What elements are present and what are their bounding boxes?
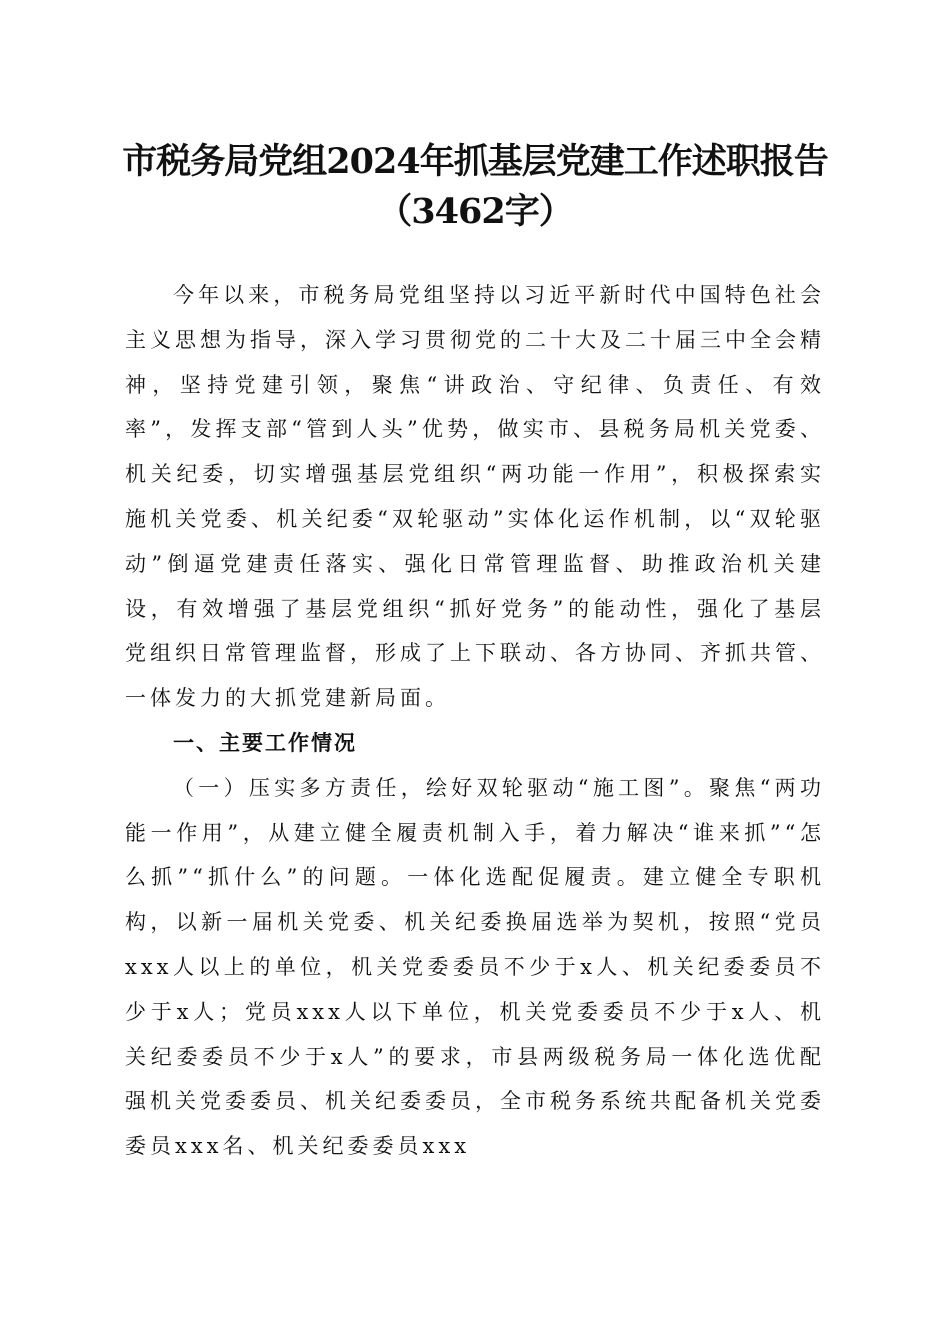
intro-paragraph: 今年以来，市税务局党组坚持以习近平新时代中国特色社会主义思想为指导，深入学习贯彻党的二十大及二十届三中全会精神，坚持党建引领，聚焦“讲政治、守纪律、负责任、有效率”，发挥支部“管到人头”优势，做实市、县税务局机关党委、机关纪委，切实增强基层党组织“两功能一作用”，积极探索实施机关党委、机关纪委“双轮驱动”实体化运作机制，以“双轮驱动”倒逼党建责任落实、强化日常管理监督、助推政治机关建设，有效增强了基层党组织“抓好党务”的能动性，强化了基层党组织日常管理监督，形成了上下联动、各方协同、齐抓共管、一体发力的大抓党建新局面。 bbox=[125, 283, 825, 711]
document-title: 市税务局党组2024年抓基层党建工作述职报告（3462字） bbox=[122, 141, 828, 232]
subsection-paragraph: （一）压实多方责任，绘好双轮驱动“施工图”。聚焦“两功能一作用”，从建立健全履责机制入手，着力解决“谁来抓”“怎么抓”“抓什么”的问题。一体化选配促履责。建立健全专职机构，以新一届机关党委、机关纪委换届选举为契机，按照“党员xxx人以上的单位，机关党委委员不少于x人、机关纪委委员不少于x人；党员xxx人以下单位，机关党委委员不少于x人、机关纪委委员不少于x人”的要求，市县两级税务局一体化选优配强机关党委委员、机关纪委委员，全市税务系统共配备机关党委委员xxx名、机关纪委委员xxx bbox=[125, 775, 825, 1159]
document-body bbox=[125, 273, 825, 1169]
section-heading: 一、主要工作情况 bbox=[173, 730, 357, 755]
